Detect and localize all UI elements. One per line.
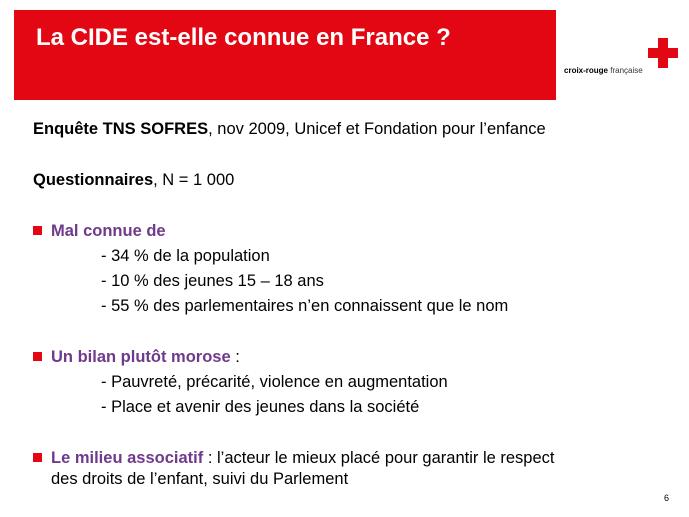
questionnaires-label: Questionnaires	[33, 171, 154, 189]
bullet-rest: :	[230, 348, 240, 366]
page-number: 6	[663, 493, 669, 503]
bullet-label: Le milieu associatif	[51, 449, 204, 467]
square-bullet-icon	[33, 226, 42, 235]
bullet-label: Un bilan plutôt morose	[51, 348, 231, 366]
bullet-milieu-associatif	[33, 449, 555, 468]
survey-details: , nov 2009, Unicef et Fondation pour l’enfance	[208, 120, 546, 138]
bullet-label: Mal connue de	[51, 222, 166, 240]
slide-title: La CIDE est-elle connue en France ?	[36, 24, 451, 51]
bullet-continuation: des droits de l’enfant, suivi du Parlement	[51, 470, 349, 488]
bullet-mal-connue	[33, 222, 166, 241]
square-bullet-icon	[33, 352, 42, 361]
sub-item: - 34 % de la population	[101, 247, 270, 265]
questionnaires-details: , N = 1 000	[153, 171, 235, 189]
logo-text	[564, 66, 643, 75]
bullet-rest: : l’acteur le mieux placé pour garantir le respect	[203, 449, 555, 467]
sub-item: - Place et avenir des jeunes dans la société	[101, 398, 420, 416]
croix-rouge-logo	[564, 38, 682, 82]
red-cross-icon	[648, 38, 678, 68]
logo-text-bold: croix-rouge	[564, 66, 609, 75]
questionnaires-line	[33, 171, 234, 190]
sub-item: - Pauvreté, précarité, violence en augmentation	[101, 373, 448, 391]
logo-text-rest: française	[608, 66, 643, 75]
bullet-bilan	[33, 348, 240, 367]
title-bar	[14, 10, 556, 100]
survey-line	[33, 120, 546, 139]
square-bullet-icon	[33, 453, 42, 462]
sub-item: - 10 % des jeunes 15 – 18 ans	[101, 272, 324, 290]
sub-item: - 55 % des parlementaires n’en connaissent que le nom	[101, 297, 509, 315]
survey-label: Enquête TNS SOFRES	[33, 120, 209, 138]
